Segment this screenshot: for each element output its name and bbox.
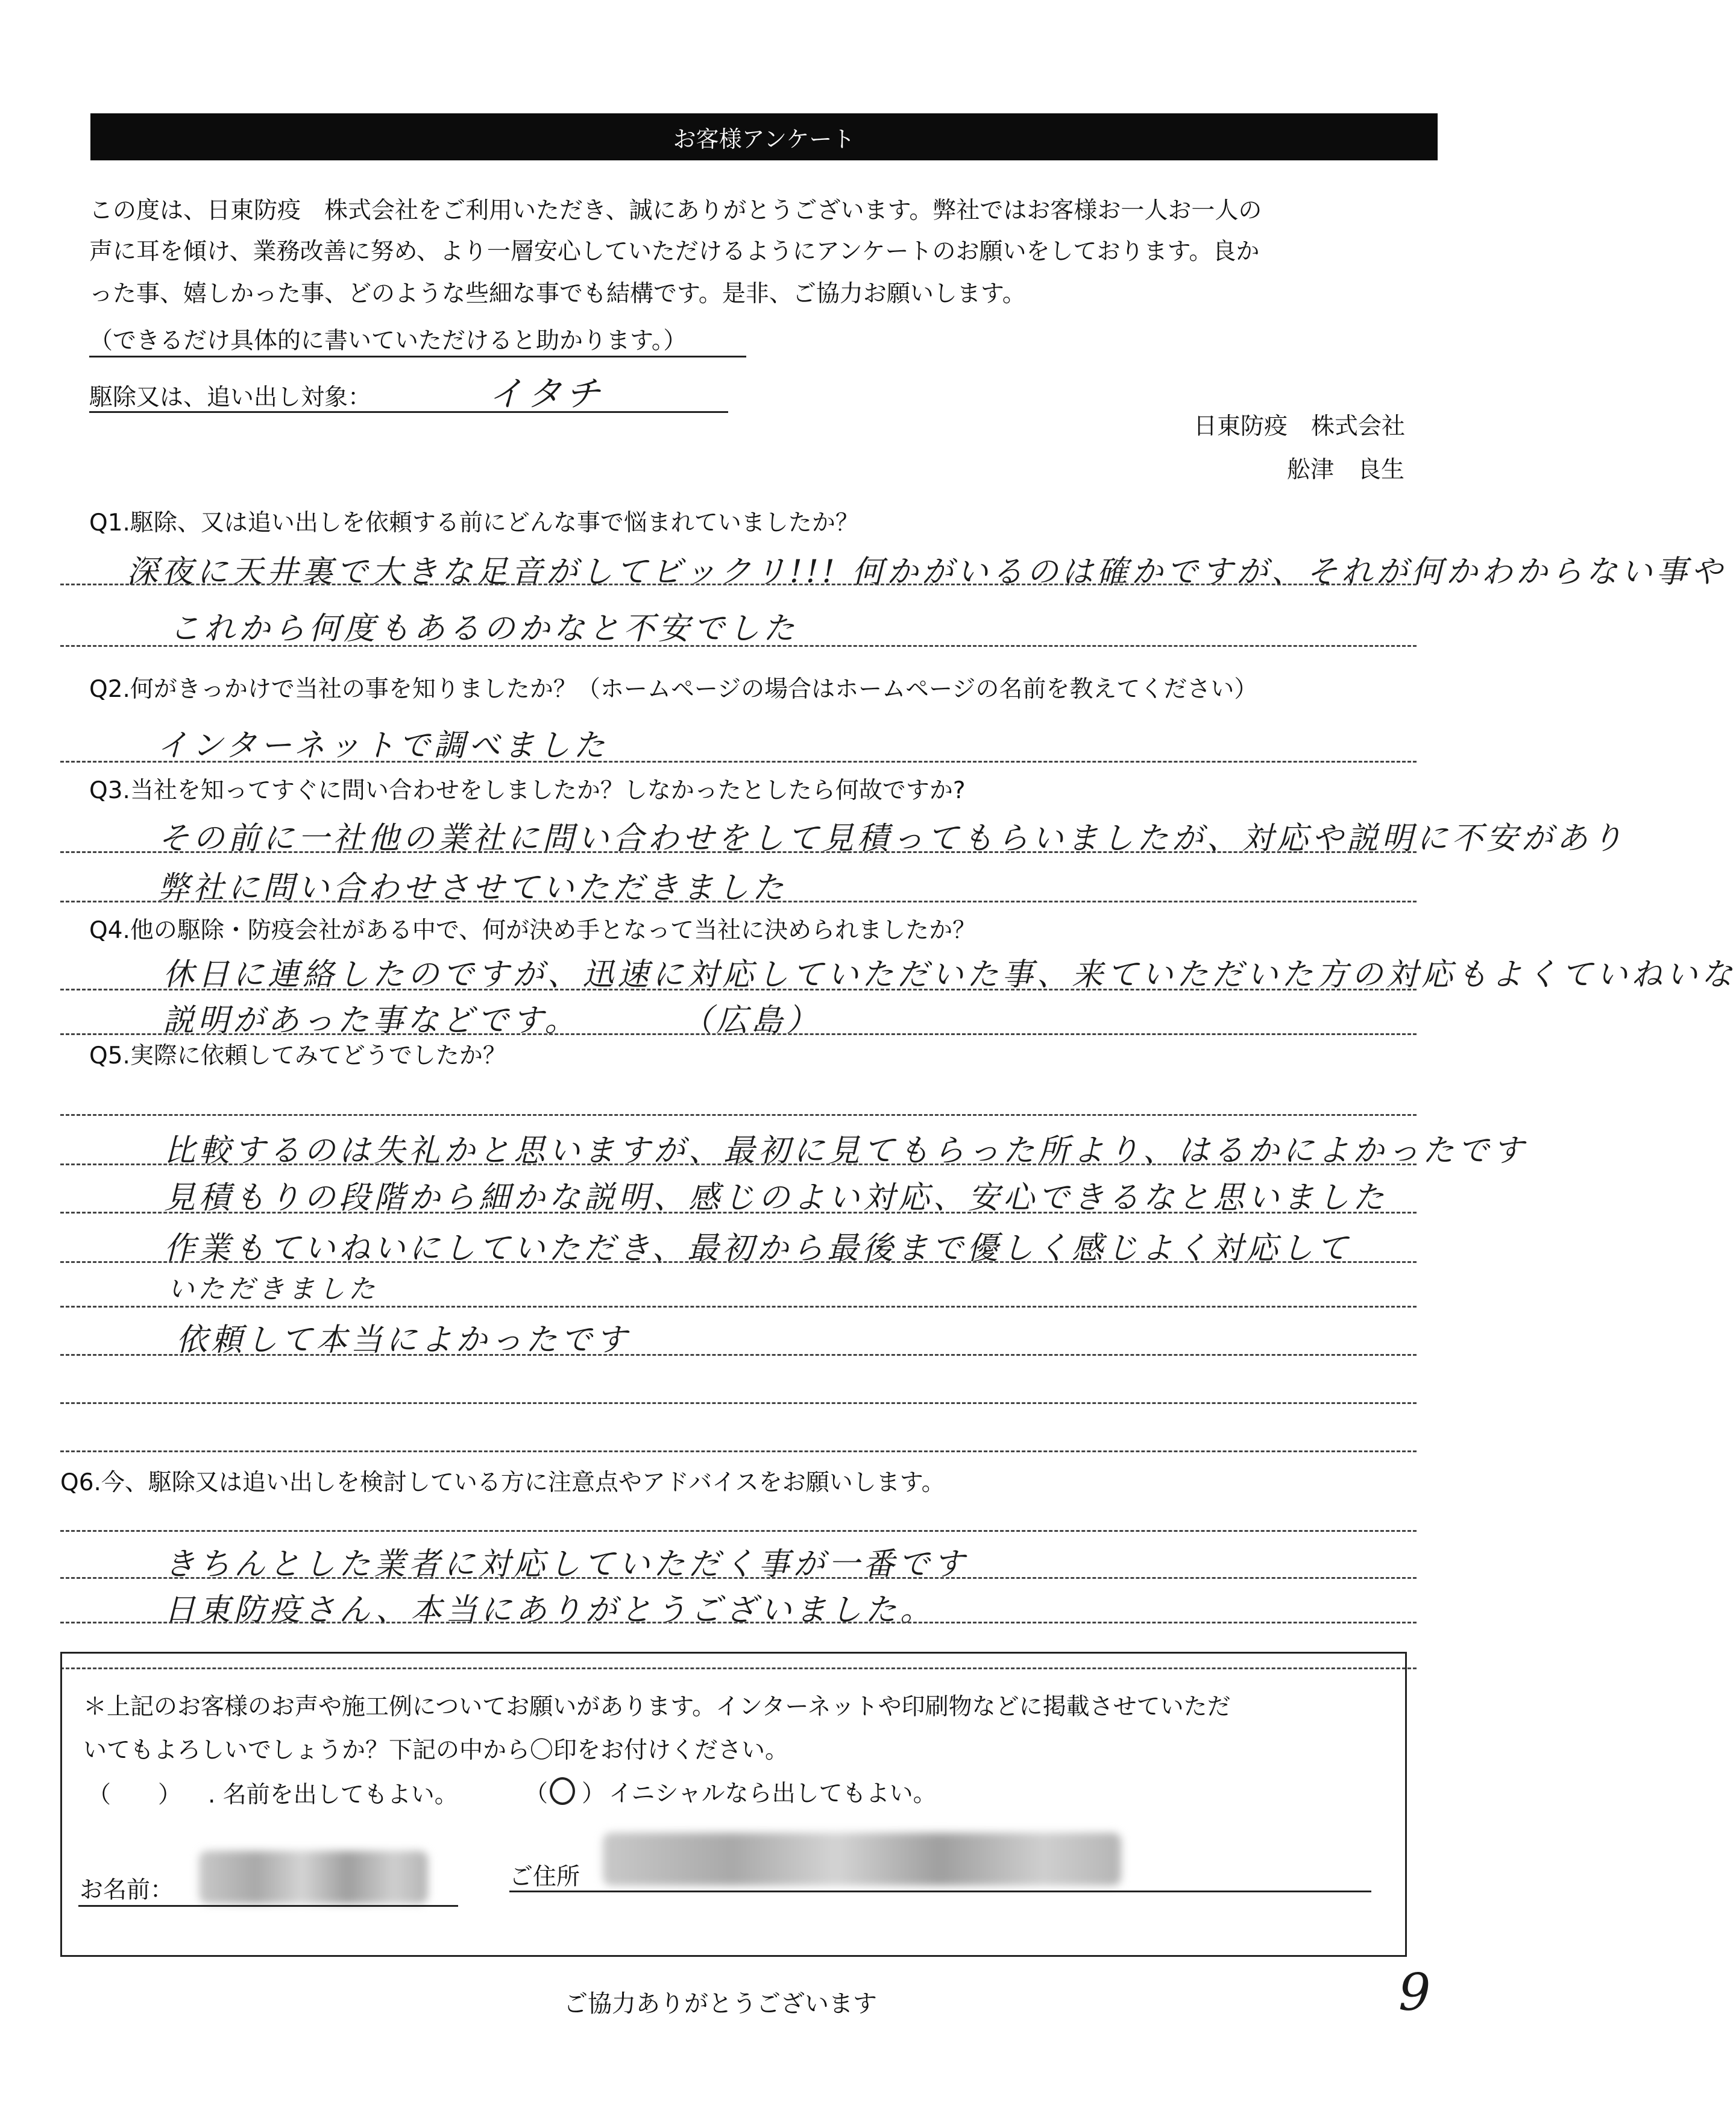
option-initial-paren-open[interactable]: （ xyxy=(524,1780,549,1807)
company-name: 日東防疫 株式会社 xyxy=(1194,413,1406,440)
target-value: イタチ xyxy=(488,373,605,414)
intro-line-2: 声に耳を傾け、業務改善に努め、より一層安心していただけるようにアンケートのお願いをしております。良か xyxy=(89,238,1260,265)
q5-answer-2: 見積もりの段階から細かな説明、感じのよい対応、安心できるなと思いました xyxy=(164,1180,1388,1216)
survey-title: お客様アンケート xyxy=(673,125,855,153)
q3-answer-1: その前に一社他の業社に問い合わせをして見積ってもらいましたが、対応や説明に不安があり xyxy=(158,820,1627,857)
q4-answer-1: 休日に連絡したのですが、迅速に対応していただいた事、来ていただいた方の対応もよくていねいな xyxy=(163,957,1736,993)
option-initial-label: イニシャルなら出してもよい。 xyxy=(609,1780,937,1807)
footer-thanks: ご協力ありがとうございます xyxy=(564,1990,877,2018)
q4-answer-2: 説明があった事などです。 xyxy=(163,1003,580,1039)
redacted-name xyxy=(199,1851,428,1904)
redacted-address xyxy=(603,1833,1121,1886)
selected-circle-mark xyxy=(550,1777,575,1805)
option-name-label: . 名前を出してもよい。 xyxy=(208,1781,458,1809)
page-number: 9 xyxy=(1398,1963,1431,2022)
q5-label: Q5.実際に依頼してみてどうでしたか？ xyxy=(89,1042,506,1069)
target-label: 駆除又は、追い出し対象： xyxy=(89,384,372,411)
intro-line-1: この度は、日東防疫 株式会社をご利用いただき、誠にありがとうございます。弊社ではお客様お一人お一人の xyxy=(89,197,1262,224)
consent-line-1: ＊上記のお客様のお声や施工例についてお願いがあります。インターネットや印刷物などに掲載させていただ xyxy=(83,1693,1231,1721)
q5-answer-5: 依頼して本当によかったです xyxy=(176,1322,631,1358)
company-person: 舩津 良生 xyxy=(1287,456,1405,483)
q5-answer-1: 比較するのは失礼かと思いますが、最初に見てもらった所より、はるかによかったです xyxy=(164,1133,1528,1169)
q6-answer-1: きちんとした業者に対応していただく事が一番です xyxy=(164,1546,969,1582)
q1-label: Q1.駆除、又は追い出しを依頼する前にどんな事で悩まれていましたか？ xyxy=(89,509,859,537)
q1-answer-2: これから何度もあるのかなと不安でした xyxy=(169,611,799,647)
q2-answer-1: インターネットで調べました xyxy=(157,728,609,764)
q4-answer-3: （広島） xyxy=(681,1003,822,1039)
q6-answer-2: 日東防疫さん、本当にありがとうございました。 xyxy=(164,1592,936,1628)
survey-title-bar xyxy=(90,113,1438,160)
intro-line-3: った事、嬉しかった事、どのような些細な事でも結構です。是非、ご協力お願いします。 xyxy=(89,280,1026,307)
option-name-paren[interactable]: （ ） xyxy=(87,1781,182,1809)
q4-label: Q4.他の駆除・防疫会社がある中で、何が決め手となって当社に決められましたか？ xyxy=(89,917,976,944)
address-label: ご住所 xyxy=(509,1863,580,1891)
intro-note: （できるだけ具体的に書いていただけると助かります。） xyxy=(89,327,687,354)
option-initial-paren-close: ） xyxy=(582,1780,606,1807)
q2-label: Q2.何がきっかけで当社の事を知りましたか？（ホームページの場合はホームページの名前を教えてください） xyxy=(89,676,1258,703)
consent-line-2: いてもよろしいでしょうか？下記の中から〇印をお付けください。 xyxy=(83,1737,789,1764)
q3-answer-2: 弊社に問い合わせさせていただきました xyxy=(158,870,788,906)
q5-answer-3: 作業もていねいにしていただき、最初から最後まで優しく感じよく対応して xyxy=(164,1230,1351,1267)
q6-label: Q6.今、駆除又は追い出しを検討している方に注意点やアドバイスをお願いします。 xyxy=(60,1469,945,1496)
name-label: お名前： xyxy=(80,1877,174,1904)
q3-label: Q3.当社を知ってすぐに問い合わせをしましたか？しなかったとしたら何故ですか? xyxy=(89,777,966,804)
q1-answer-1: 深夜に天井裏で大きな足音がしてビックリ!!! 何かがいるのは確かですが、それが何かわからない事や xyxy=(127,554,1726,590)
q5-answer-4: いただきました xyxy=(168,1274,379,1305)
